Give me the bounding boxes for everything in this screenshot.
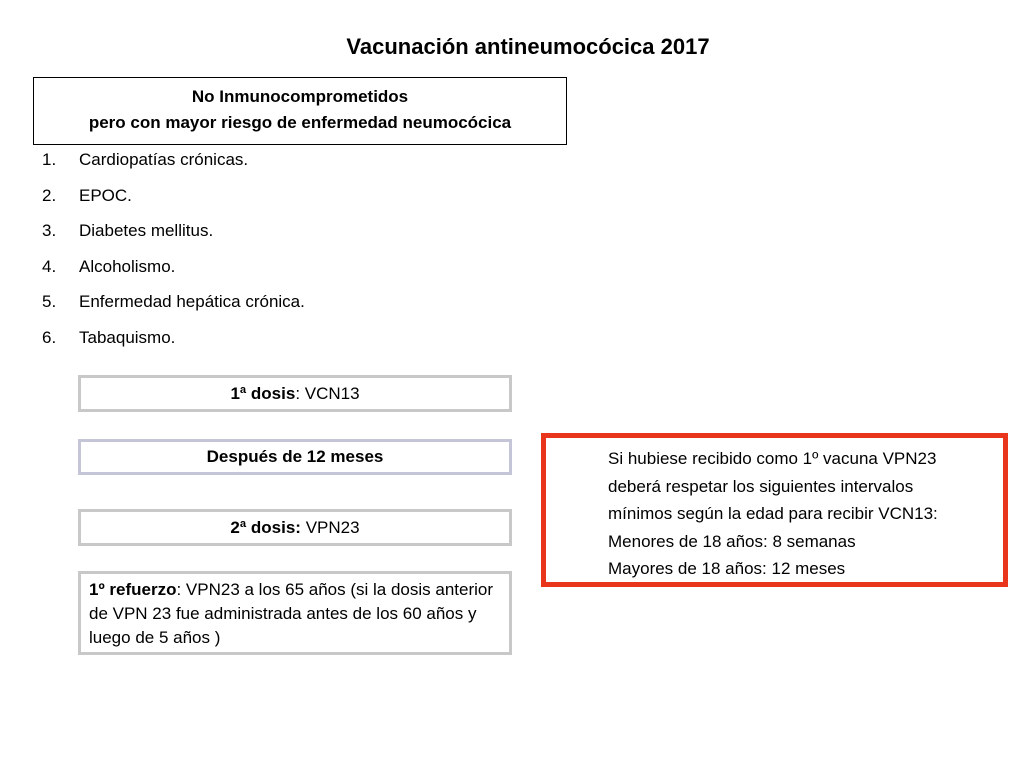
list-item-text: Enfermedad hepática crónica. bbox=[79, 292, 305, 312]
second-dose-label: 2ª dosis: bbox=[230, 518, 301, 537]
list-item-number: 3. bbox=[42, 221, 57, 241]
list-item bbox=[42, 185, 305, 221]
header-line-1: No Inmunocomprometidos bbox=[191, 87, 409, 106]
list-item bbox=[42, 256, 305, 292]
patient-group-header bbox=[33, 77, 567, 145]
first-dose-value: : VCN13 bbox=[295, 384, 360, 403]
booster-text: : VPN23 a los 65 años (si la dosis anterior de VPN 23 fue administrada antes de los 60 años y luego de 5 años ) bbox=[89, 580, 494, 647]
list-item bbox=[42, 220, 305, 256]
note-line-5: Mayores de 18 años: 12 meses bbox=[608, 559, 846, 578]
page-title: Vacunación antineumocócica 2017 bbox=[346, 34, 710, 59]
list-item-number: 5. bbox=[42, 292, 57, 312]
note-line-4: Menores de 18 años: 8 semanas bbox=[608, 531, 856, 551]
booster-box bbox=[78, 571, 512, 655]
list-item bbox=[42, 291, 305, 327]
note-line-3: mínimos según la edad para recibir VCN13: bbox=[608, 504, 938, 523]
list-item-text: Diabetes mellitus. bbox=[79, 221, 214, 241]
list-item-number: 2. bbox=[42, 185, 57, 205]
note-line-1: Si hubiese recibido como 1º vacuna VPN23 bbox=[608, 449, 937, 468]
header-line-2: pero con mayor riesgo de enfermedad neumocócica bbox=[88, 113, 512, 132]
interval-note-box bbox=[541, 433, 1008, 587]
first-dose-label: 1ª dosis bbox=[230, 384, 296, 403]
list-item-number: 1. bbox=[42, 150, 57, 169]
list-item-text: EPOC. bbox=[79, 185, 132, 205]
risk-factor-list bbox=[42, 149, 305, 363]
first-dose-box bbox=[78, 375, 512, 412]
list-item-text: Tabaquismo. bbox=[79, 327, 176, 347]
list-item-number: 4. bbox=[42, 256, 57, 276]
list-item bbox=[42, 327, 305, 363]
note-line-2: deberá respetar los siguientes intervalos bbox=[608, 476, 914, 496]
interval-text: Después de 12 meses bbox=[206, 447, 384, 466]
list-item-text: Cardiopatías crónicas. bbox=[79, 150, 249, 169]
list-item-number: 6. bbox=[42, 327, 57, 347]
second-dose-box bbox=[78, 509, 512, 546]
second-dose-value: VPN23 bbox=[300, 518, 360, 537]
list-item-text: Alcoholismo. bbox=[79, 256, 176, 276]
list-item bbox=[42, 149, 305, 185]
interval-box bbox=[78, 439, 512, 475]
booster-label: 1º refuerzo bbox=[89, 580, 177, 599]
